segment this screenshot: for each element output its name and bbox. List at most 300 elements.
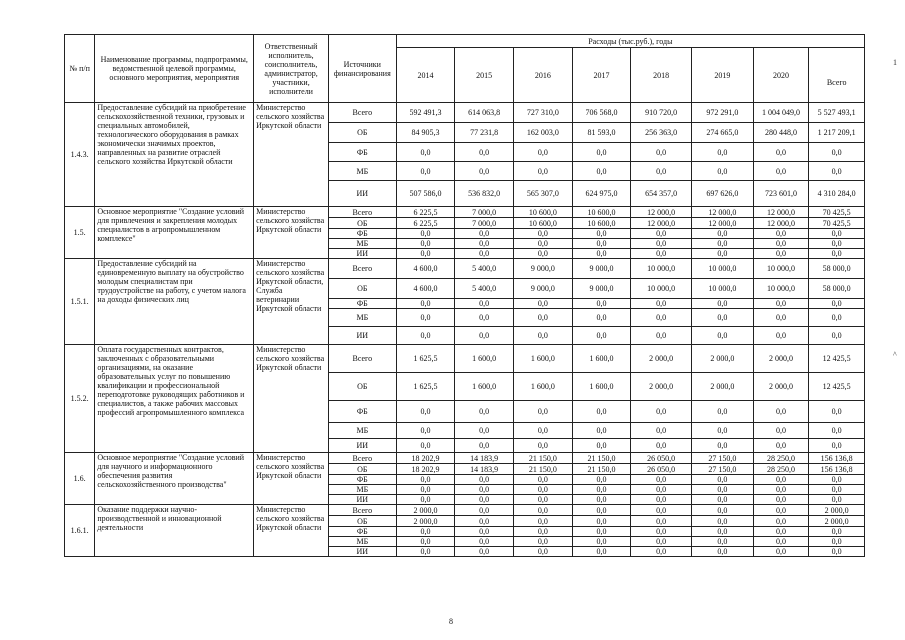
year-value: 0,0	[396, 485, 455, 495]
year-value: 0,0	[514, 516, 573, 527]
year-value: 0,0	[572, 547, 631, 557]
header-year: 2015	[455, 48, 514, 103]
year-value: 0,0	[753, 527, 809, 537]
year-value: 0,0	[691, 309, 753, 327]
funding-source: ОБ	[328, 516, 396, 527]
header-sources: Источники финансирования	[328, 35, 396, 103]
year-value: 18 202,9	[396, 453, 455, 464]
table-row	[65, 505, 865, 516]
measure-name: Оказание поддержки научно-производственной и инновационной деятельности	[95, 505, 254, 557]
responsible-executor: Министерство сельского хозяйства Иркутской области	[254, 207, 329, 259]
year-value: 0,0	[753, 249, 809, 259]
table-body	[65, 103, 865, 557]
year-value: 274 665,0	[691, 123, 753, 143]
year-value: 0,0	[572, 401, 631, 423]
funding-source: МБ	[328, 239, 396, 249]
year-value: 0,0	[455, 505, 514, 516]
year-value: 0,0	[691, 495, 753, 505]
funding-source: ОБ	[328, 464, 396, 475]
total-value: 12 425,5	[809, 373, 865, 401]
year-value: 6 225,5	[396, 207, 455, 218]
year-value: 10 000,0	[753, 259, 809, 279]
year-value: 1 600,0	[455, 345, 514, 373]
total-value: 1 217 209,1	[809, 123, 865, 143]
year-value: 0,0	[396, 439, 455, 453]
year-value: 0,0	[572, 475, 631, 485]
year-value: 2 000,0	[753, 373, 809, 401]
year-value: 21 150,0	[514, 464, 573, 475]
year-value: 0,0	[455, 299, 514, 309]
measure-name: Предоставление субсидий на единовременную выплату на обустройство молодым специалистам при трудоустройстве на работу, с учетом налога на доходы физических лиц	[95, 259, 254, 345]
year-value: 256 363,0	[631, 123, 692, 143]
funding-source: Всего	[328, 207, 396, 218]
year-value: 0,0	[631, 537, 692, 547]
header-name: Наименование программы, подпрограммы, ведомственной целевой программы, основного мероприятия, мероприятия	[95, 35, 254, 103]
funding-source: МБ	[328, 423, 396, 439]
year-value: 0,0	[514, 239, 573, 249]
measure-name: Основное мероприятие "Создание условий для научного и информационного обеспечения развития сельскохозяйственного производства"	[95, 453, 254, 505]
year-value: 0,0	[572, 239, 631, 249]
year-value: 910 720,0	[631, 103, 692, 123]
year-value: 2 000,0	[753, 345, 809, 373]
year-value: 0,0	[396, 162, 455, 181]
year-value: 9 000,0	[572, 279, 631, 299]
total-value: 2 000,0	[809, 505, 865, 516]
year-value: 0,0	[753, 162, 809, 181]
year-value: 0,0	[396, 401, 455, 423]
year-value: 9 000,0	[514, 259, 573, 279]
year-value: 565 307,0	[514, 181, 573, 207]
year-value: 0,0	[514, 327, 573, 345]
funding-source: ФБ	[328, 229, 396, 239]
year-value: 614 063,8	[455, 103, 514, 123]
year-value: 21 150,0	[572, 464, 631, 475]
year-value: 536 832,0	[455, 181, 514, 207]
year-value: 0,0	[572, 327, 631, 345]
funding-source: МБ	[328, 537, 396, 547]
funding-source: ФБ	[328, 527, 396, 537]
year-value: 0,0	[631, 401, 692, 423]
year-value: 10 000,0	[691, 259, 753, 279]
year-value: 0,0	[455, 239, 514, 249]
table-header	[65, 35, 865, 103]
total-value: 0,0	[809, 423, 865, 439]
row-number: 1.6.1.	[65, 505, 95, 557]
year-value: 0,0	[396, 495, 455, 505]
funding-source: ОБ	[328, 218, 396, 229]
year-value: 0,0	[514, 423, 573, 439]
year-value: 0,0	[753, 439, 809, 453]
total-value: 0,0	[809, 485, 865, 495]
year-value: 0,0	[691, 505, 753, 516]
year-value: 9 000,0	[514, 279, 573, 299]
row-number: 1.5.1.	[65, 259, 95, 345]
year-value: 0,0	[753, 327, 809, 345]
total-value: 70 425,5	[809, 207, 865, 218]
year-value: 77 231,8	[455, 123, 514, 143]
year-value: 9 000,0	[572, 259, 631, 279]
year-value: 81 593,0	[572, 123, 631, 143]
year-value: 10 000,0	[753, 279, 809, 299]
year-value: 0,0	[514, 401, 573, 423]
year-value: 1 600,0	[572, 373, 631, 401]
year-value: 0,0	[691, 423, 753, 439]
row-number: 1.4.3.	[65, 103, 95, 207]
year-value: 0,0	[396, 327, 455, 345]
year-value: 18 202,9	[396, 464, 455, 475]
year-value: 0,0	[572, 249, 631, 259]
year-value: 84 905,3	[396, 123, 455, 143]
total-value: 5 527 493,1	[809, 103, 865, 123]
measure-name: Предоставление субсидий на приобретение сельскохозяйственной техники, грузовых и специальных автомобилей, технологического оборудования в рамках экономически значимых проектов, направленных на развитие отраслей сельского хозяйства Иркутской области	[95, 103, 254, 207]
year-value: 0,0	[572, 299, 631, 309]
year-value: 727 310,0	[514, 103, 573, 123]
funding-source: Всего	[328, 505, 396, 516]
year-value: 0,0	[455, 423, 514, 439]
year-value: 10 000,0	[631, 259, 692, 279]
total-value: 0,0	[809, 475, 865, 485]
header-num: № п/п	[65, 35, 95, 103]
year-value: 0,0	[396, 475, 455, 485]
header-year: 2017	[572, 48, 631, 103]
year-value: 0,0	[396, 423, 455, 439]
year-value: 0,0	[455, 475, 514, 485]
year-value: 0,0	[631, 143, 692, 162]
header-year: 2016	[514, 48, 573, 103]
year-value: 0,0	[514, 547, 573, 557]
table-row	[65, 259, 865, 279]
funding-source: ОБ	[328, 123, 396, 143]
row-number: 1.5.2.	[65, 345, 95, 453]
year-value: 0,0	[572, 143, 631, 162]
year-value: 0,0	[572, 527, 631, 537]
total-value: 0,0	[809, 239, 865, 249]
year-value: 0,0	[455, 439, 514, 453]
total-value: 0,0	[809, 162, 865, 181]
year-value: 0,0	[455, 516, 514, 527]
year-value: 0,0	[514, 162, 573, 181]
year-value: 0,0	[753, 239, 809, 249]
year-value: 5 400,0	[455, 259, 514, 279]
year-value: 6 225,5	[396, 218, 455, 229]
year-value: 0,0	[455, 309, 514, 327]
funding-source: ФБ	[328, 299, 396, 309]
year-value: 624 975,0	[572, 181, 631, 207]
year-value: 0,0	[514, 439, 573, 453]
funding-source: ИИ	[328, 181, 396, 207]
total-value: 0,0	[809, 401, 865, 423]
responsible-executor: Министерство сельского хозяйства Иркутской области, Служба ветеринарии Иркутской области	[254, 259, 329, 345]
header-year: 2019	[691, 48, 753, 103]
total-value: 58 000,0	[809, 259, 865, 279]
funding-source: ИИ	[328, 547, 396, 557]
year-value: 0,0	[631, 439, 692, 453]
year-value: 0,0	[753, 537, 809, 547]
year-value: 0,0	[455, 547, 514, 557]
year-value: 0,0	[514, 309, 573, 327]
year-value: 0,0	[396, 239, 455, 249]
year-value: 0,0	[631, 309, 692, 327]
year-value: 0,0	[691, 249, 753, 259]
year-value: 972 291,0	[691, 103, 753, 123]
funding-source: ОБ	[328, 279, 396, 299]
year-value: 0,0	[572, 537, 631, 547]
header-year: 2018	[631, 48, 692, 103]
year-value: 0,0	[691, 485, 753, 495]
year-value: 0,0	[455, 327, 514, 345]
year-value: 0,0	[753, 547, 809, 557]
year-value: 4 600,0	[396, 259, 455, 279]
year-value: 0,0	[572, 495, 631, 505]
year-value: 0,0	[631, 162, 692, 181]
year-value: 0,0	[691, 475, 753, 485]
year-value: 0,0	[691, 401, 753, 423]
year-value: 4 600,0	[396, 279, 455, 299]
year-value: 0,0	[396, 299, 455, 309]
year-value: 0,0	[514, 537, 573, 547]
year-value: 0,0	[631, 229, 692, 239]
year-value: 21 150,0	[572, 453, 631, 464]
total-value: 70 425,5	[809, 218, 865, 229]
year-value: 0,0	[753, 401, 809, 423]
row-number: 1.6.	[65, 453, 95, 505]
table-row	[65, 453, 865, 464]
year-value: 0,0	[455, 143, 514, 162]
row-number: 1.5.	[65, 207, 95, 259]
table-row	[65, 207, 865, 218]
year-value: 10 600,0	[572, 218, 631, 229]
year-value: 10 000,0	[631, 279, 692, 299]
total-value: 4 310 284,0	[809, 181, 865, 207]
year-value: 0,0	[753, 229, 809, 239]
total-value: 0,0	[809, 299, 865, 309]
year-value: 21 150,0	[514, 453, 573, 464]
funding-source: ИИ	[328, 327, 396, 345]
total-value: 156 136,8	[809, 453, 865, 464]
funding-source: МБ	[328, 162, 396, 181]
year-value: 0,0	[514, 475, 573, 485]
year-value: 0,0	[631, 249, 692, 259]
total-value: 0,0	[809, 495, 865, 505]
total-value: 0,0	[809, 309, 865, 327]
year-value: 0,0	[455, 485, 514, 495]
year-value: 1 600,0	[455, 373, 514, 401]
year-value: 12 000,0	[753, 218, 809, 229]
year-value: 592 491,3	[396, 103, 455, 123]
year-value: 0,0	[691, 439, 753, 453]
funding-source: МБ	[328, 309, 396, 327]
year-value: 10 600,0	[572, 207, 631, 218]
total-value: 0,0	[809, 327, 865, 345]
year-value: 0,0	[572, 439, 631, 453]
funding-source: Всего	[328, 259, 396, 279]
year-value: 0,0	[514, 527, 573, 537]
total-value: 0,0	[809, 229, 865, 239]
header-year: 2020	[753, 48, 809, 103]
year-value: 0,0	[572, 516, 631, 527]
year-value: 0,0	[396, 143, 455, 162]
year-value: 1 625,5	[396, 373, 455, 401]
year-value: 0,0	[631, 299, 692, 309]
year-value: 0,0	[753, 309, 809, 327]
funding-source: Всего	[328, 103, 396, 123]
measure-name: Оплата государственных контрактов, заключенных с образовательными организациями, на оказание образовательных услуг по повышению квалификации и профессиональной переподготовке руководящих работников и специалистов, а также рабочих массовых профессий агропромышленного комплекса	[95, 345, 254, 453]
year-value: 0,0	[631, 485, 692, 495]
year-value: 162 003,0	[514, 123, 573, 143]
year-value: 0,0	[396, 249, 455, 259]
year-value: 0,0	[691, 327, 753, 345]
funding-source: ФБ	[328, 143, 396, 162]
year-value: 0,0	[631, 327, 692, 345]
responsible-executor: Министерство сельского хозяйства Иркутской области	[254, 505, 329, 557]
header-responsible: Ответственный исполнитель, соисполнитель, администратор, участники, исполнители	[254, 35, 329, 103]
year-value: 26 050,0	[631, 464, 692, 475]
header-total: Всего	[809, 48, 865, 103]
total-value: 0,0	[809, 537, 865, 547]
budget-table	[64, 34, 865, 557]
year-value: 12 000,0	[631, 218, 692, 229]
year-value: 28 250,0	[753, 453, 809, 464]
year-value: 0,0	[396, 537, 455, 547]
year-value: 0,0	[396, 527, 455, 537]
year-value: 1 600,0	[572, 345, 631, 373]
total-value: 0,0	[809, 439, 865, 453]
year-value: 0,0	[691, 537, 753, 547]
table-row	[65, 103, 865, 123]
year-value: 0,0	[631, 495, 692, 505]
funding-source: ФБ	[328, 475, 396, 485]
year-value: 0,0	[631, 423, 692, 439]
year-value: 12 000,0	[691, 218, 753, 229]
year-value: 2 000,0	[396, 505, 455, 516]
year-value: 7 000,0	[455, 207, 514, 218]
year-value: 0,0	[691, 516, 753, 527]
year-value: 0,0	[396, 229, 455, 239]
year-value: 12 000,0	[691, 207, 753, 218]
year-value: 7 000,0	[455, 218, 514, 229]
year-value: 0,0	[691, 162, 753, 181]
margin-mark-right: ^	[893, 350, 897, 359]
year-value: 2 000,0	[631, 345, 692, 373]
header-year: 2014	[396, 48, 455, 103]
year-value: 0,0	[572, 162, 631, 181]
total-value: 156 136,8	[809, 464, 865, 475]
year-value: 10 600,0	[514, 207, 573, 218]
funding-source: Всего	[328, 345, 396, 373]
page-number: 8	[449, 617, 453, 626]
table-row	[65, 345, 865, 373]
total-value: 0,0	[809, 249, 865, 259]
year-value: 28 250,0	[753, 464, 809, 475]
total-value: 12 425,5	[809, 345, 865, 373]
year-value: 0,0	[691, 143, 753, 162]
year-value: 0,0	[396, 309, 455, 327]
responsible-executor: Министерство сельского хозяйства Иркутской области	[254, 453, 329, 505]
year-value: 0,0	[572, 423, 631, 439]
year-value: 0,0	[753, 475, 809, 485]
year-value: 0,0	[753, 485, 809, 495]
total-value: 58 000,0	[809, 279, 865, 299]
year-value: 0,0	[691, 239, 753, 249]
year-value: 0,0	[753, 143, 809, 162]
year-value: 0,0	[631, 516, 692, 527]
header-expenses: Расходы (тыс.руб.), годы	[396, 35, 864, 48]
year-value: 507 586,0	[396, 181, 455, 207]
year-value: 0,0	[753, 505, 809, 516]
year-value: 0,0	[514, 229, 573, 239]
year-value: 14 183,9	[455, 464, 514, 475]
year-value: 0,0	[455, 495, 514, 505]
year-value: 0,0	[691, 299, 753, 309]
funding-source: Всего	[328, 453, 396, 464]
year-value: 2 000,0	[691, 345, 753, 373]
year-value: 0,0	[514, 505, 573, 516]
year-value: 0,0	[455, 401, 514, 423]
year-value: 12 000,0	[631, 207, 692, 218]
year-value: 697 626,0	[691, 181, 753, 207]
funding-source: ОБ	[328, 373, 396, 401]
year-value: 0,0	[631, 547, 692, 557]
year-value: 0,0	[572, 485, 631, 495]
year-value: 0,0	[514, 299, 573, 309]
year-value: 14 183,9	[455, 453, 514, 464]
year-value: 1 625,5	[396, 345, 455, 373]
year-value: 654 357,0	[631, 181, 692, 207]
year-value: 0,0	[455, 537, 514, 547]
year-value: 0,0	[753, 516, 809, 527]
year-value: 723 601,0	[753, 181, 809, 207]
year-value: 2 000,0	[631, 373, 692, 401]
year-value: 27 150,0	[691, 464, 753, 475]
year-value: 706 568,0	[572, 103, 631, 123]
year-value: 0,0	[631, 475, 692, 485]
year-value: 0,0	[631, 239, 692, 249]
year-value: 0,0	[514, 143, 573, 162]
measure-name: Основное мероприятие "Создание условий для привлечения и закрепления молодых специалистов в агропромышленном комплексе"	[95, 207, 254, 259]
year-value: 12 000,0	[753, 207, 809, 218]
year-value: 0,0	[691, 229, 753, 239]
year-value: 1 600,0	[514, 373, 573, 401]
total-value: 2 000,0	[809, 516, 865, 527]
year-value: 10 600,0	[514, 218, 573, 229]
year-value: 0,0	[691, 547, 753, 557]
year-value: 0,0	[514, 485, 573, 495]
year-value: 5 400,0	[455, 279, 514, 299]
funding-source: ИИ	[328, 495, 396, 505]
year-value: 26 050,0	[631, 453, 692, 464]
year-value: 0,0	[455, 249, 514, 259]
year-value: 0,0	[631, 505, 692, 516]
margin-mark-top: 1	[893, 58, 897, 67]
year-value: 0,0	[455, 527, 514, 537]
year-value: 27 150,0	[691, 453, 753, 464]
total-value: 0,0	[809, 527, 865, 537]
funding-source: МБ	[328, 485, 396, 495]
funding-source: ИИ	[328, 439, 396, 453]
year-value: 0,0	[691, 527, 753, 537]
year-value: 1 600,0	[514, 345, 573, 373]
year-value: 1 004 049,0	[753, 103, 809, 123]
year-value: 0,0	[753, 423, 809, 439]
total-value: 0,0	[809, 547, 865, 557]
year-value: 0,0	[514, 495, 573, 505]
responsible-executor: Министерство сельского хозяйства Иркутской области	[254, 345, 329, 453]
year-value: 0,0	[572, 229, 631, 239]
year-value: 0,0	[455, 229, 514, 239]
funding-source: ФБ	[328, 401, 396, 423]
year-value: 0,0	[572, 309, 631, 327]
year-value: 0,0	[396, 547, 455, 557]
